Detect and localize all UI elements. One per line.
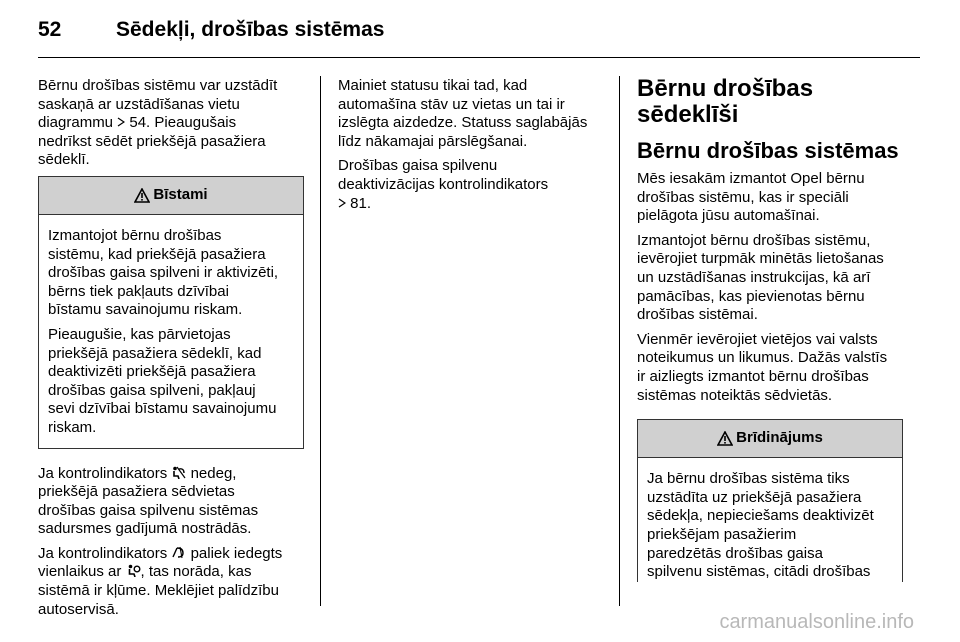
page-number: 52	[38, 18, 62, 41]
column-divider	[619, 76, 620, 606]
paragraph: Mēs iesakām izmantot Opel bērnu drošības sistēmu, kas ir speciāli pielāgota jūsu automašīnai.	[637, 170, 865, 225]
warning-box	[637, 419, 903, 582]
section-heading: Bērnu drošības sistēmas	[637, 138, 899, 163]
section-title: Sēdekļi, drošības sistēmas	[116, 18, 385, 41]
paragraph: Ja kontrolindikators paliek iedegts vienlaikus ar , tas norāda, kas sistēmā ir kļūme. Meklējiet palīdzību autoservisā.	[38, 544, 283, 618]
warning-triangle-icon	[717, 431, 733, 446]
paragraph: Izmantojot bērnu drošības sistēmu, kad priekšējā pasažiera drošības gaisa spilveni ir aktivizēti, bērns tiek pakļauts dzīvībai bīstamu savainojumu riskam.	[48, 226, 279, 319]
paragraph: Ja kontrolindikators nedeg, priekšējā pasažiera sēdvietas drošības gaisa spilvenu sistēmas sadursmes gadījumā nostrādās.	[38, 464, 259, 538]
column-2	[338, 77, 606, 219]
warning-triangle-icon	[134, 188, 150, 203]
danger-title: Bīstami	[153, 186, 208, 204]
cross-reference-arrow-icon	[117, 117, 125, 127]
paragraph: Bērnu drošības sistēmu var uzstādīt saskaņā ar uzstādīšanas vietu diagrammu 54. Pieaugušais nedrīkst sēdēt priekšējā pasažiera sēdeklī.	[38, 77, 278, 169]
cross-reference-arrow-icon	[338, 198, 346, 208]
page-header	[38, 18, 384, 42]
watermark: carmanualsonline.info	[719, 611, 914, 633]
warning-box-header	[638, 420, 902, 458]
warning-title: Brīdinājums	[736, 429, 823, 447]
danger-box	[38, 176, 304, 449]
header-rule	[38, 57, 920, 58]
paragraph: Vienmēr ievērojiet vietējos vai valsts noteikumus un likumus. Dažās valstīs ir aizliegts izmantot bērnu drošības sistēmas noteiktās sēdvietās.	[637, 330, 888, 404]
paragraph: Pieaugušie, kas pārvietojas priekšējā pasažiera sēdeklī, kad deaktivizēti priekšējā pasažiera drošības gaisa spilveni, pakļauj sevi dzīvībai bīstamu savainojumu riskam.	[48, 325, 277, 436]
paragraph: Izmantojot bērnu drošības sistēmu, ievērojiet turpmāk minētās lietošanas un uzstādīšanas instrukcijas, kā arī pamācības, kas pievienotas bērnu drošības sistēmai.	[637, 231, 884, 324]
column-1	[38, 77, 304, 625]
column-divider	[320, 76, 321, 606]
paragraph: Mainiet statusu tikai tad, kad automašīna stāv uz vietas un tai ir izslēgta aizdedze. Statuss saglabājās līdz nākamajai pārslēgšanai.	[338, 77, 588, 150]
danger-box-header	[39, 177, 303, 215]
airbag-warning-icon	[126, 564, 141, 577]
paragraph: Drošības gaisa spilvenu deaktivizācijas kontrolindikators 81.	[338, 157, 549, 212]
airbag-on-indicator-icon	[171, 546, 186, 559]
airbag-off-indicator-icon	[171, 466, 186, 479]
paragraph: Ja bērnu drošības sistēma tiks uzstādīta uz priekšējā pasažiera sēdekļa, nepieciešams deaktivizēt priekšējam pasažierim paredzētās drošības gaisa spilvenu sistēmas, citādi drošības	[647, 470, 874, 581]
chapter-heading: Bērnu drošības sēdeklīši	[637, 75, 814, 128]
column-3	[637, 76, 903, 582]
